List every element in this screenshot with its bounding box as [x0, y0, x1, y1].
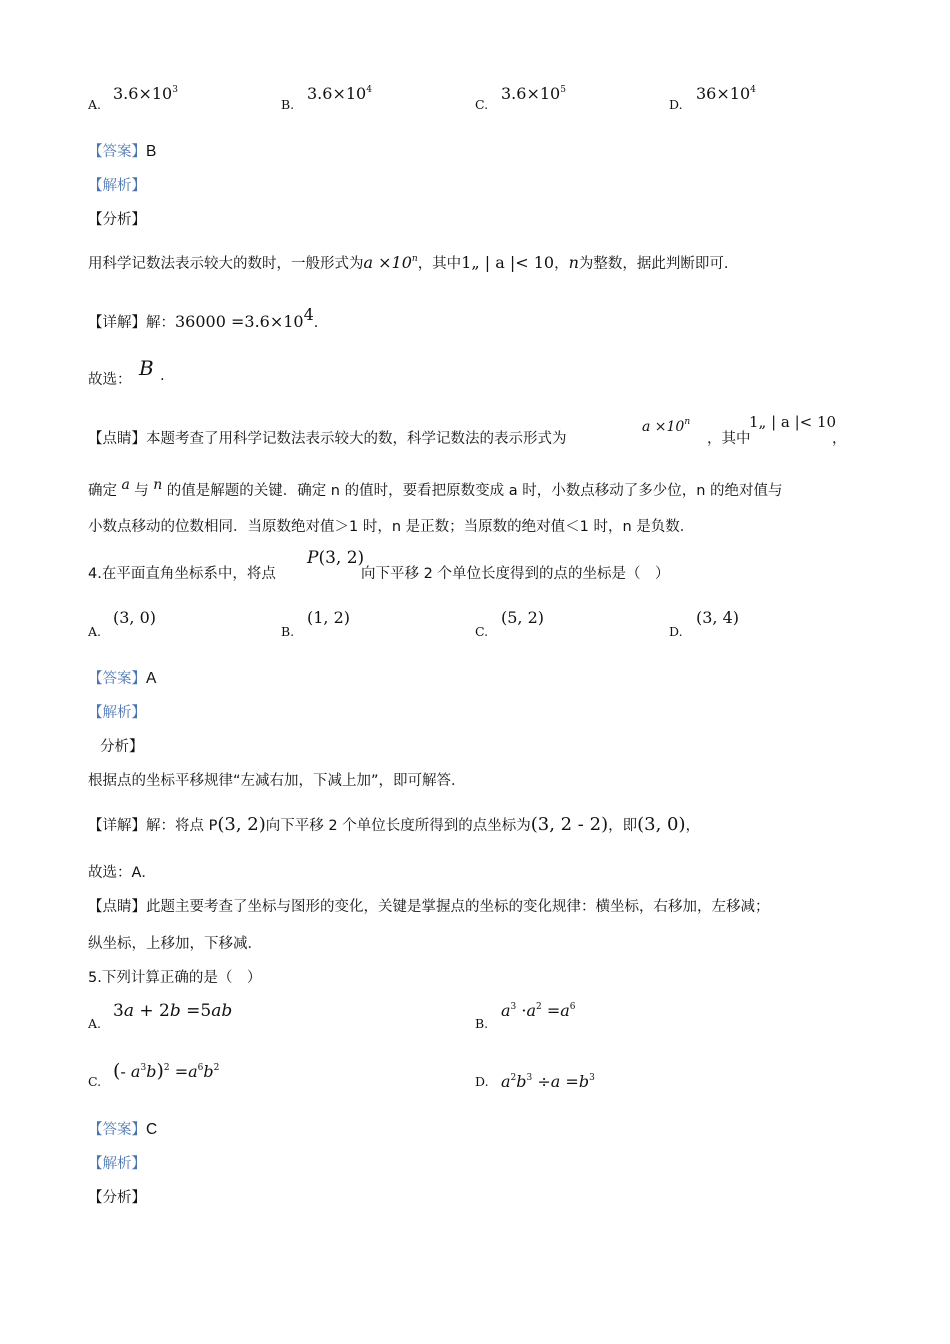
q4-choose: 故选：A．: [88, 865, 156, 881]
q4-fenxi-text: 根据点的坐标平移规律“左减右加，下减上加”，即可解答．: [88, 773, 466, 789]
answer-value: B: [146, 143, 157, 160]
q3-comment-line3: 小数点移动的位数相同．当原数绝对值＞1 时，n 是正数；当原数的绝对值＜1 时，n 是负数．: [88, 519, 695, 535]
q4-option-a-value: (3, 0): [113, 608, 157, 627]
q3-comment-line2: 确定 a 与 n 的值是解题的关键．确定 n 的值时，要看把原数变成 a 时，小数点移动了多少位，n 的绝对值与: [88, 477, 783, 499]
q4-stem-a: 4.在平面直角坐标系中，将点: [88, 566, 276, 582]
q4-option-b-letter: B.: [281, 624, 295, 639]
q3-comment-comma: ，: [832, 431, 847, 447]
q4-detail-text: 【详解】解：将点 P(3, 2)向下平移 2 个单位长度所得到的点坐标为(3, 2 - 2)，即(3, 0)，: [88, 814, 700, 835]
q4-option-d-letter: D.: [669, 624, 683, 639]
q5-option-a-expr: 3a + 2b =5ab: [113, 1001, 233, 1021]
analysis-tag: 【解析】: [88, 1156, 146, 1172]
q4-option-c-value: (5, 2): [501, 608, 545, 627]
q3-option-d-expr: $36\times 10^4$: [696, 84, 756, 103]
q5-option-b-expr: $a^3 \cdot a^2 =a^6$: [501, 1001, 576, 1020]
answer-value: A: [146, 670, 157, 687]
q3-comment-range: 1„ | a |< 10: [749, 413, 837, 431]
q4-comment-line1: 【点睛】此题主要考查了坐标与图形的变化，关键是掌握点的坐标的变化规律：横坐标，右移加，左移减；: [88, 899, 770, 915]
q4-option-c-letter: C.: [475, 624, 489, 639]
analysis-tag: 【解析】: [88, 178, 146, 194]
q3-detail-text: 【详解】解：$36000 =3.6\times 10^4$.: [88, 305, 319, 331]
q5-option-a-letter: A.: [88, 1016, 102, 1031]
q3-choose-period: .: [160, 368, 165, 384]
q3-comment-expr: $a \times 10^n$: [642, 417, 691, 435]
q3-choose-letter: B: [139, 356, 154, 380]
analysis-tag: 【解析】: [88, 705, 146, 721]
q3-comment-line1: 【点睛】本题考查了用科学记数法表示较大的数，科学记数法的表示形式为: [88, 431, 567, 447]
q3-option-b-letter: B.: [281, 97, 295, 112]
q3-answer-line: [88, 140, 156, 161]
q3-option-a-letter: A.: [88, 97, 102, 112]
fenxi-tag: 【分析】: [88, 1190, 146, 1206]
q3-fenxi-text: 用科学记数法表示较大的数时，一般形式为$a \times 10^n$，其中1„ | a |< 10，n为整数，据此判断即可.: [88, 253, 729, 272]
q4-stem-b: 向下平移 2 个单位长度得到的点的坐标是（ ）: [361, 566, 670, 582]
q4-option-b-value: (1, 2): [307, 608, 351, 627]
q3-choose-text: 故选：: [88, 372, 132, 388]
q3-option-a-expr: $3.6\times 10^3$: [113, 84, 178, 103]
q3-option-c-letter: C.: [475, 97, 489, 112]
q5-option-d-letter: D.: [475, 1074, 489, 1089]
q5-option-c-letter: C.: [88, 1074, 102, 1089]
q3-option-d-letter: D.: [669, 97, 683, 112]
q5-option-c-expr: (- $a^3b)^2 =a^6b^2$: [113, 1060, 220, 1082]
answer-tag: 【答案】: [88, 671, 146, 687]
answer-value: C: [146, 1121, 158, 1138]
q4-option-d-value: (3, 4): [696, 608, 740, 627]
q3-comment-mid: ，其中: [707, 431, 751, 447]
answer-tag: 【答案】: [88, 144, 146, 160]
q3-option-c-expr: $3.6\times 10^5$: [501, 84, 566, 103]
fenxi-tag: 分析】: [100, 739, 144, 755]
q5-option-d-expr: $a^2b^3 \div a =b^3$: [501, 1072, 595, 1091]
q4-stem-point: P(3, 2): [307, 548, 365, 568]
q3-option-b-expr: $3.6\times 10^4$: [307, 84, 372, 103]
q5-answer-line: [88, 1118, 157, 1139]
q4-comment-line2: 纵坐标，上移加，下移减．: [88, 936, 262, 952]
fenxi-tag: 【分析】: [88, 212, 146, 228]
q5-option-b-letter: B.: [475, 1016, 489, 1031]
q5-stem: 5.下列计算正确的是（ ）: [88, 970, 262, 986]
answer-tag: 【答案】: [88, 1122, 146, 1138]
q4-option-a-letter: A.: [88, 624, 102, 639]
q4-answer-line: [88, 667, 156, 688]
